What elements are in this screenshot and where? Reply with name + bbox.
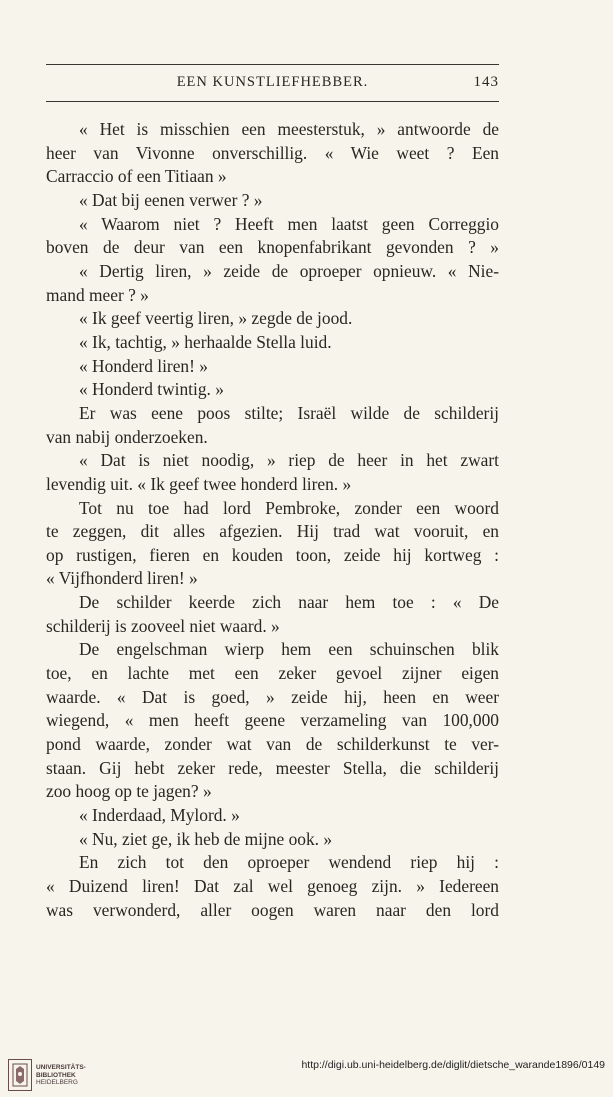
- text-line: « Duizend liren! Dat zal wel genoeg zijn. » Iedereen: [46, 876, 499, 896]
- text-line: heer van Vivonne onverschillig. « Wie weet ? Een: [46, 142, 499, 163]
- text-line: schilderij is zooveel niet waard. »: [46, 615, 280, 636]
- text-line: « Dat bij eenen verwer ? »: [79, 189, 263, 210]
- text-line: « Honderd twintig. »: [79, 379, 224, 400]
- text-line: « Honderd liren! »: [79, 355, 208, 376]
- text-line: levendig uit. « Ik geef twee honderd liren. »: [46, 473, 352, 494]
- text-line: op rustigen, fieren en kouden toon, zeide hij kortweg :: [46, 544, 499, 565]
- text-line: was verwonderd, aller oogen waren naar den lord: [46, 899, 499, 920]
- text-line: « Inderdaad, Mylord. »: [79, 805, 240, 826]
- running-title: EEN KUNSTLIEFHEBBER.: [176, 74, 369, 90]
- digitization-footer: [0, 1052, 613, 1097]
- text-line: En zich tot den oproeper wendend riep hij :: [79, 852, 499, 873]
- text-line: « Nu, ziet ge, ik heb de mijne ook. »: [79, 828, 333, 849]
- text-line: De schilder keerde zich naar hem toe : « De: [79, 592, 499, 613]
- source-url-link[interactable]: http://digi.ub.uni-heidelberg.de/diglit/dietsche_warande1896/0149: [301, 1059, 605, 1071]
- text-line: Er was eene poos stilte; Israël wilde de schilderij: [79, 402, 499, 423]
- library-name: UNIVERSITÄTS- BIBLIOTHEK HEIDELBERG: [36, 1064, 86, 1086]
- text-line: Tot nu toe had lord Pembroke, zonder een woord: [79, 497, 499, 518]
- text-line: boven de deur van een knopenfabrikant gevonden ? »: [46, 237, 499, 258]
- running-head: [46, 74, 499, 96]
- text-line: « Ik, tachtig, » herhaalde Stella luid.: [79, 331, 332, 352]
- page-number: 143: [473, 74, 499, 90]
- text-line: wiegend, « men heeft geene verzameling van 100,000: [46, 710, 499, 731]
- text-line: « Ik geef veertig liren, » zegde de jood.: [79, 308, 353, 329]
- body-text: [46, 118, 499, 922]
- text-line: staan. Gij hebt zeker rede, meester Stella, die schilderij: [46, 757, 499, 778]
- text-line: Carraccio of een Titiaan »: [46, 166, 227, 187]
- text-line: De engelschman wierp hem een schuinschen blik: [79, 639, 499, 660]
- text-line: waarde. « Dat is goed, » zeide hij, heen en weer: [46, 686, 499, 707]
- text-line: te zeggen, dit alles afgezien. Hij trad wat vooruit, en: [46, 521, 499, 542]
- text-line: pond waarde, zonder wat van de schilderkunst te ver-: [46, 734, 499, 755]
- header-rule-upper: [46, 64, 499, 65]
- text-line: van nabij onderzoeken.: [46, 426, 208, 447]
- text-line: zoo hoog op te jagen? »: [46, 781, 212, 802]
- text-line: « Dat is niet noodig, » riep de heer in het zwart: [79, 450, 499, 471]
- text-line: « Vijfhonderd liren! »: [46, 568, 198, 589]
- library-seal-icon: [12, 1063, 28, 1087]
- header-rule-lower: [46, 101, 499, 102]
- text-line: « Het is misschien een meesterstuk, » antwoorde de: [79, 119, 499, 139]
- text-line: toe, en lachte met een zeker gevoel zijner eigen: [46, 663, 499, 684]
- text-line: « Dertig liren, » zeide de oproeper opnieuw. « Nie-: [79, 260, 499, 281]
- text-line: « Waarom niet ? Heeft men laatst geen Correggio: [79, 213, 499, 234]
- text-line: mand meer ? »: [46, 284, 149, 305]
- library-logo-icon: [8, 1059, 32, 1091]
